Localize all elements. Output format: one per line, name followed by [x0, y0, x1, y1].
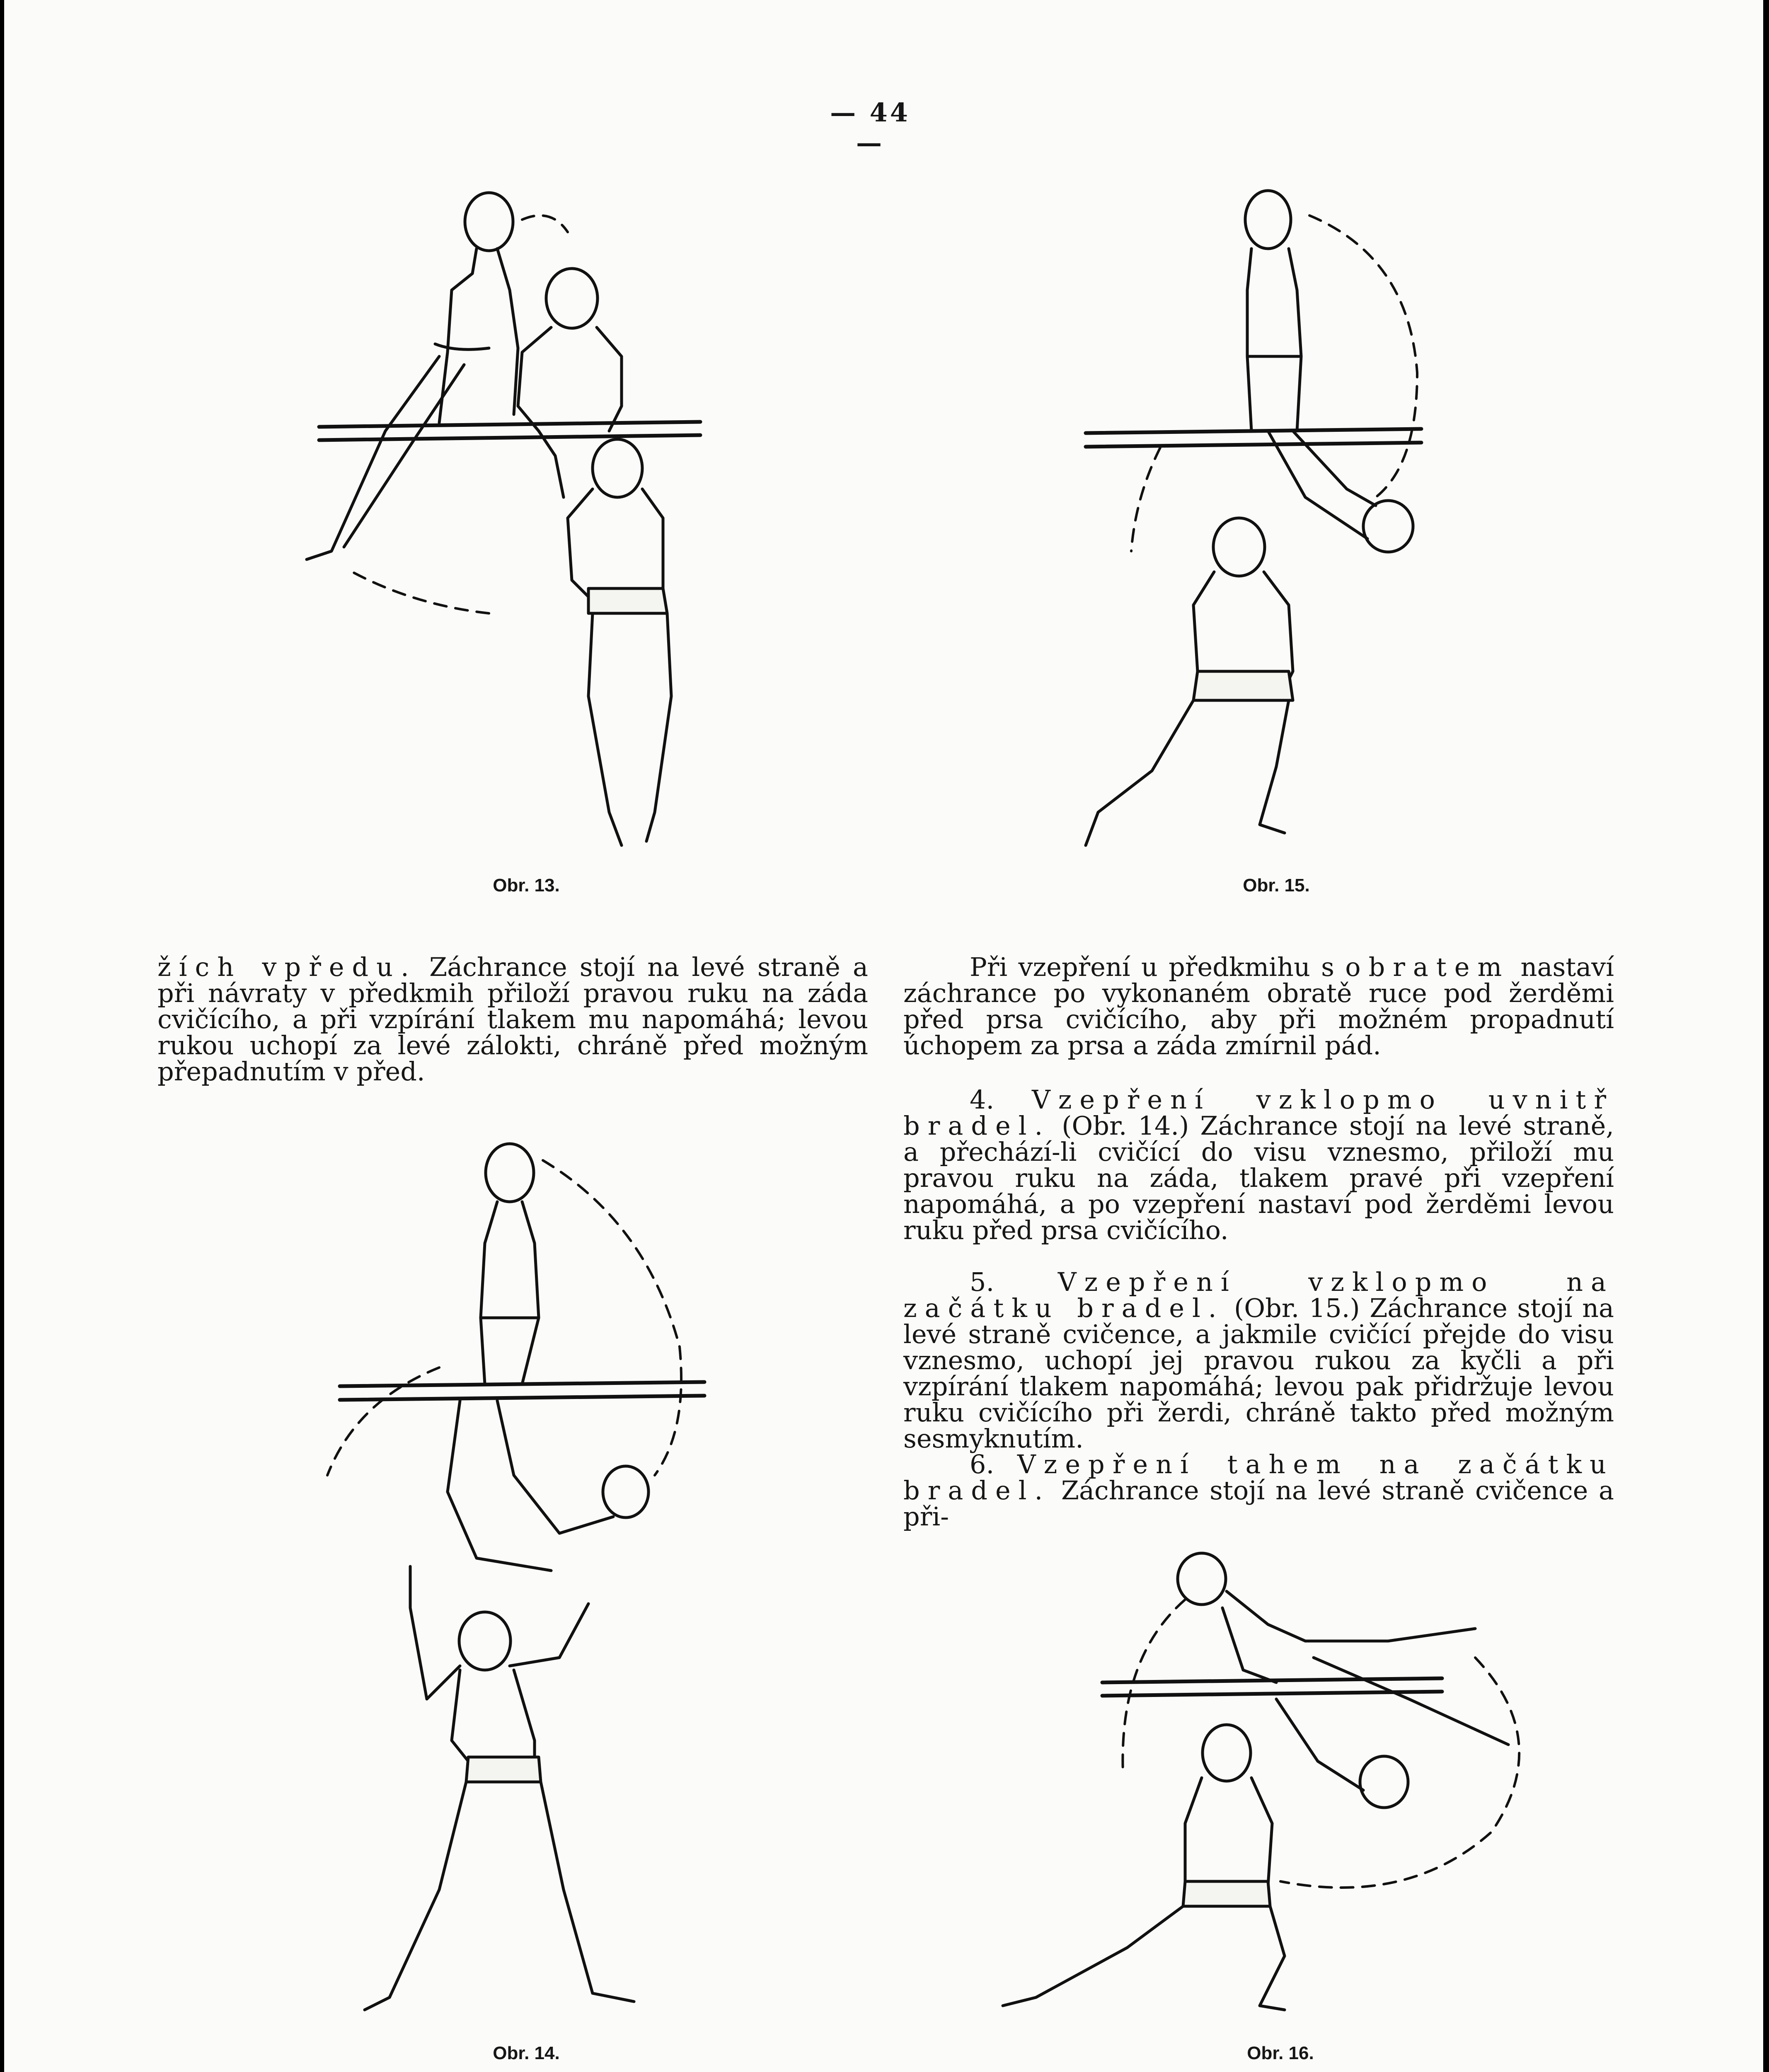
figure-14-illustration: [327, 1144, 704, 2010]
figure-14-caption: Obr. 14.: [493, 2043, 560, 2063]
spaced-term: Vzepření vzklopmo uvnitř bradel.: [903, 1084, 1614, 1141]
paragraph-number: 4.: [970, 1084, 1032, 1115]
paragraph-number: 5.: [970, 1267, 1058, 1297]
paragraph-text: Při vzepření u předkmihu s: [970, 952, 1346, 982]
right-column-paragraph-1: [903, 954, 1614, 1058]
paragraph-text: nastaví záchrance po vykonaném obratě ruce pod žerděmi před prsa cvičícího, aby při možném propadnutí úchopem za prsa a záda zmírnil pád.: [903, 952, 1614, 1060]
right-column-paragraph-3: [903, 1269, 1614, 1452]
paragraph-text: (Obr. 15.) Záchrance stojí na levé straně cvičence, a jakmile cvičící přejde do visu vznesmo, uchopí jej pravou rukou za kyčli a při vzpírání tlakem napomáhá; levou pak přidržuje levou ruku cvičícího při žerdi, chráně takto před možným sesmyknutím.: [903, 1293, 1614, 1454]
spaced-term: obratem: [1345, 952, 1510, 982]
paragraph-text: Záchrance stojí na levé straně cvičence a při-: [903, 1475, 1614, 1532]
figure-13-illustration: [307, 193, 700, 845]
spaced-term: Vzepření tahem na začátku bradel.: [903, 1449, 1614, 1506]
spaced-term: Vzepření vzklopmo na začátku bradel.: [903, 1267, 1614, 1323]
figure-15-caption: Obr. 15.: [1243, 875, 1310, 896]
left-column-paragraph: [157, 952, 868, 1087]
paragraph-text: Záchrance stojí na levé straně a při návraty v předkmih přiloží pravou ruku na záda cvičícího, a při vzpírání tlakem mu napomáhá; levou rukou uchopí za levé zálokti, chráně před možným přepadnutím v před.: [157, 952, 868, 1087]
spaced-term: žích vpředu.: [157, 952, 417, 982]
right-column-paragraph-2: [903, 1084, 1614, 1245]
figure-15-illustration: [1086, 191, 1421, 845]
paragraph-number: 6.: [970, 1449, 1017, 1479]
figure-13-caption: Obr. 13.: [493, 875, 560, 896]
paragraph-text: (Obr. 14.) Záchrance stojí na levé straně, a přechází-li cvičící do visu vznesmo, přiloží mu pravou ruku na záda, tlakem pravé při vzepření napomáhá, a po vzepření nastaví pod žerděmi levou ruku před prsa cvičícího.: [903, 1111, 1614, 1245]
figure-16-illustration: [1003, 1553, 1519, 2010]
page-number: — 44 —: [830, 97, 910, 158]
figure-16-caption: Obr. 16.: [1247, 2043, 1314, 2063]
right-column-paragraph-4: [903, 1451, 1614, 1530]
